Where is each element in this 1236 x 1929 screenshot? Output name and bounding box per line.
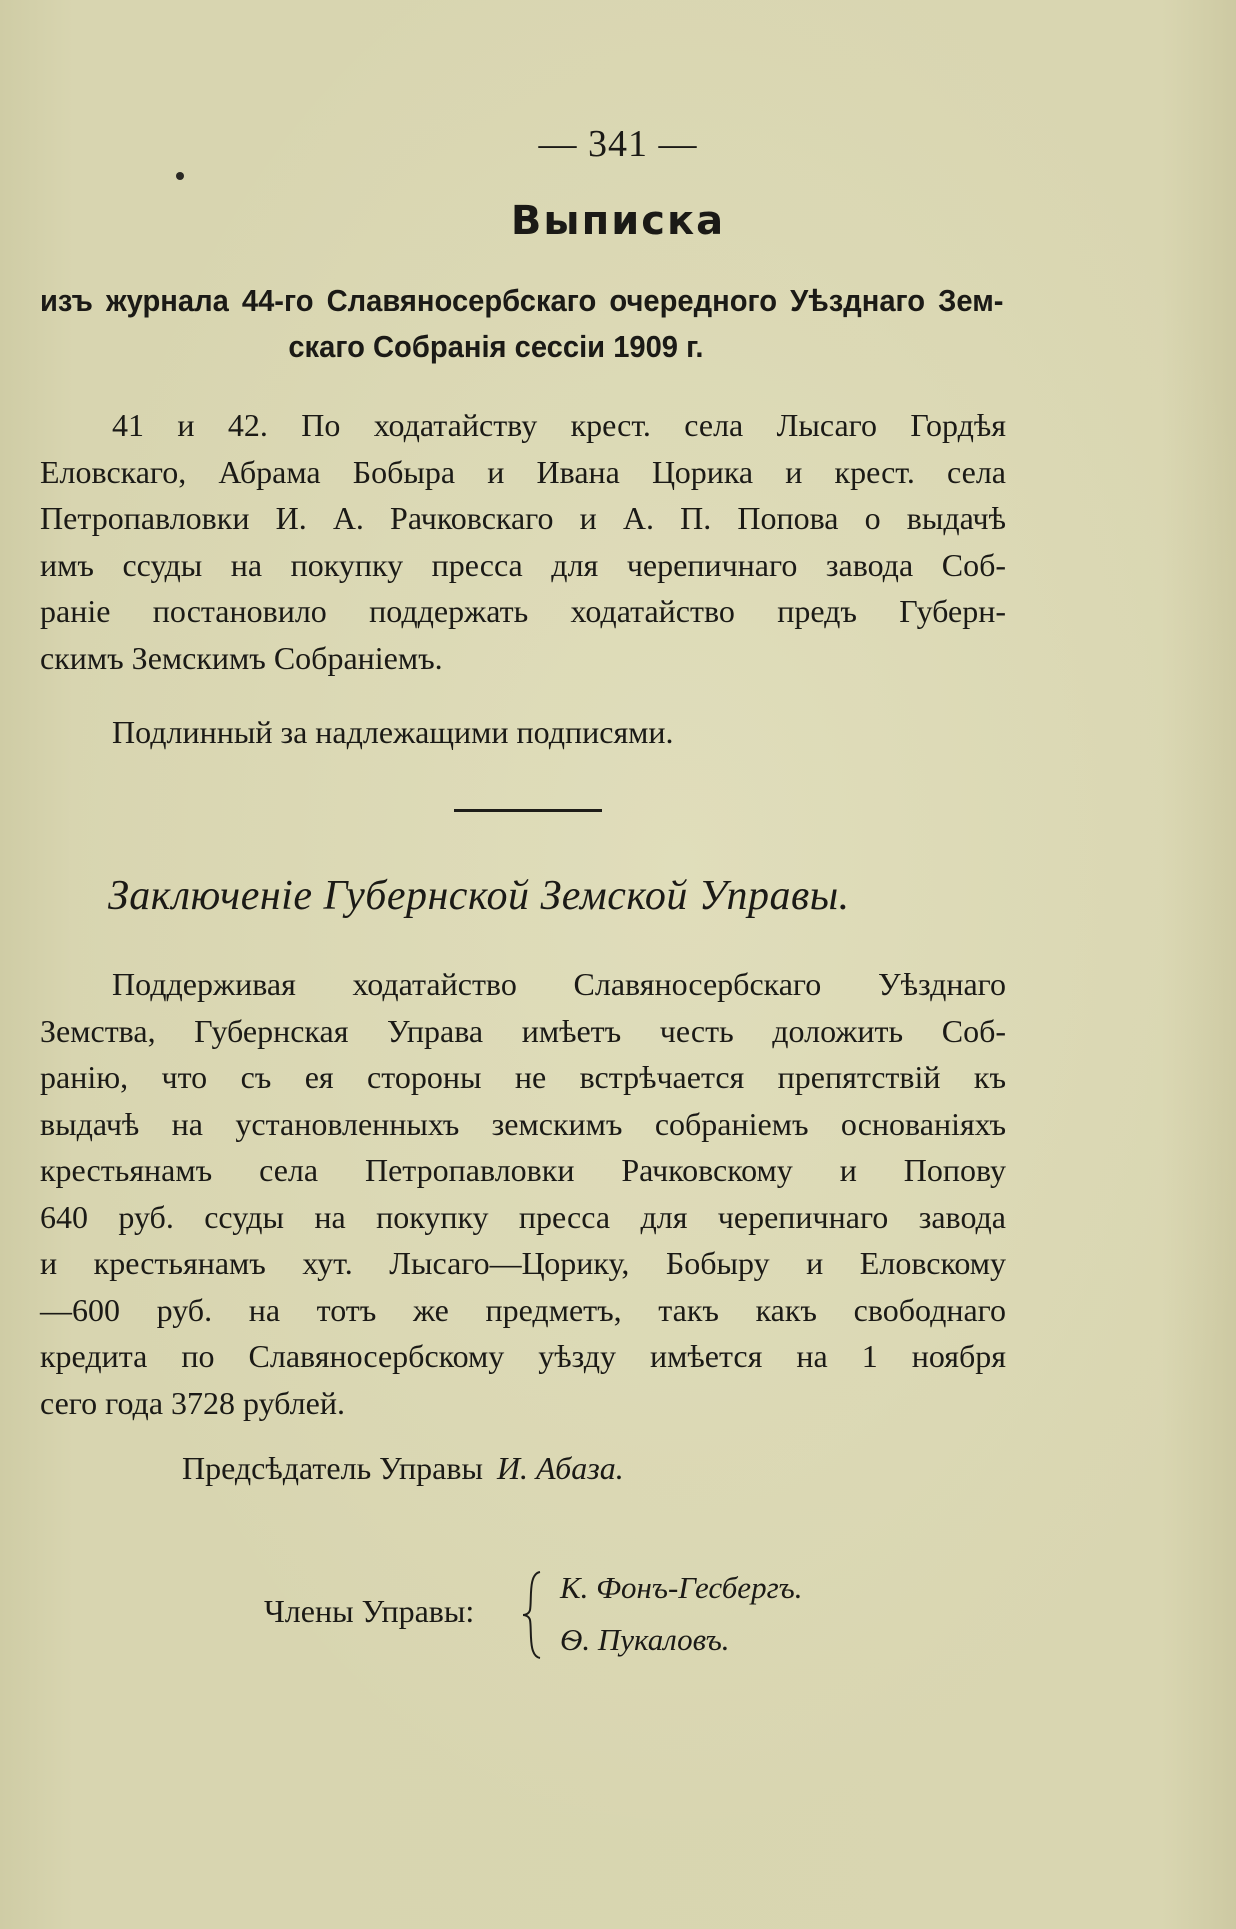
text-line: —600 руб. на тотъ же предметъ, такъ какъ свободнаго: [40, 1291, 1006, 1328]
page-number: — 341 —: [538, 123, 698, 165]
text-line: Поддерживая ходатайство Славяносербскаго Уѣзднаго: [112, 966, 1006, 1002]
text-line: скимъ Земскимъ Собраніемъ.: [40, 639, 443, 676]
text-line: крестьянамъ села Петропавловки Рачковскому и Попову: [40, 1152, 1006, 1188]
member-name: Ѳ. Пукаловъ.: [560, 1622, 730, 1657]
text-line: Подлинный за надлежащими подписями.: [112, 714, 674, 750]
resolution-paragraph: [40, 402, 1006, 681]
text-line: Еловскаго, Абрама Бобыра и Ивана Цорика и крест. села: [40, 453, 1006, 490]
section-divider: [454, 809, 602, 812]
member-name: К. Фонъ-Гесбергъ.: [560, 1570, 803, 1605]
text-line: 640 руб. ссуды на покупку пресса для черепичнаго завода: [40, 1198, 1006, 1235]
subtitle-line: изъ журнала 44-го Славяносербскаго очередного Уѣзднаго Зем-: [40, 283, 1004, 318]
ink-spot: [176, 172, 184, 180]
chairman-label: Предсѣдатель Управы: [182, 1450, 483, 1486]
conclusion-paragraph: [40, 961, 1006, 1426]
subtitle-line: скаго Собранія сессіи 1909 г.: [288, 329, 704, 364]
text-line: выдачѣ на установленныхъ земскимъ собраніемъ основаніяхъ: [40, 1105, 1006, 1142]
chairman-signature: [182, 1450, 624, 1487]
text-line: имъ ссуды на покупку пресса для черепичнаго завода Соб-: [40, 546, 1006, 583]
text-line: ранію, что съ ея стороны не встрѣчается препятствій къ: [40, 1059, 1006, 1095]
text-line: кредита по Славяносербскому уѣзду имѣется на 1 ноября: [40, 1338, 1006, 1374]
chairman-name: И. Абаза.: [496, 1450, 624, 1486]
section-title: Заключеніе Губернской Земской Управы.: [108, 873, 850, 919]
text-line: 41 и 42. По ходатайству крест. села Лысаго Гордѣя: [112, 407, 1006, 443]
signature-note: [40, 709, 1006, 756]
text-line: Петропавловки И. А. Рачковскаго и А. П. Попова о выдачѣ: [40, 500, 1006, 536]
document-title: Выписка: [510, 198, 726, 244]
text-line: Земства, Губернская Управа имѣетъ честь доложить Соб-: [40, 1012, 1006, 1049]
text-line: и крестьянамъ хут. Лысаго—Цорику, Бобыру и Еловскому: [40, 1245, 1006, 1281]
text-line: сего года 3728 рублей.: [40, 1384, 345, 1421]
document-subtitle: [40, 278, 1004, 370]
curly-brace-icon: [520, 1570, 546, 1660]
members-label: Члены Управы:: [264, 1593, 475, 1629]
text-line: раніе постановило поддержать ходатайство предъ Губерн-: [40, 593, 1006, 629]
